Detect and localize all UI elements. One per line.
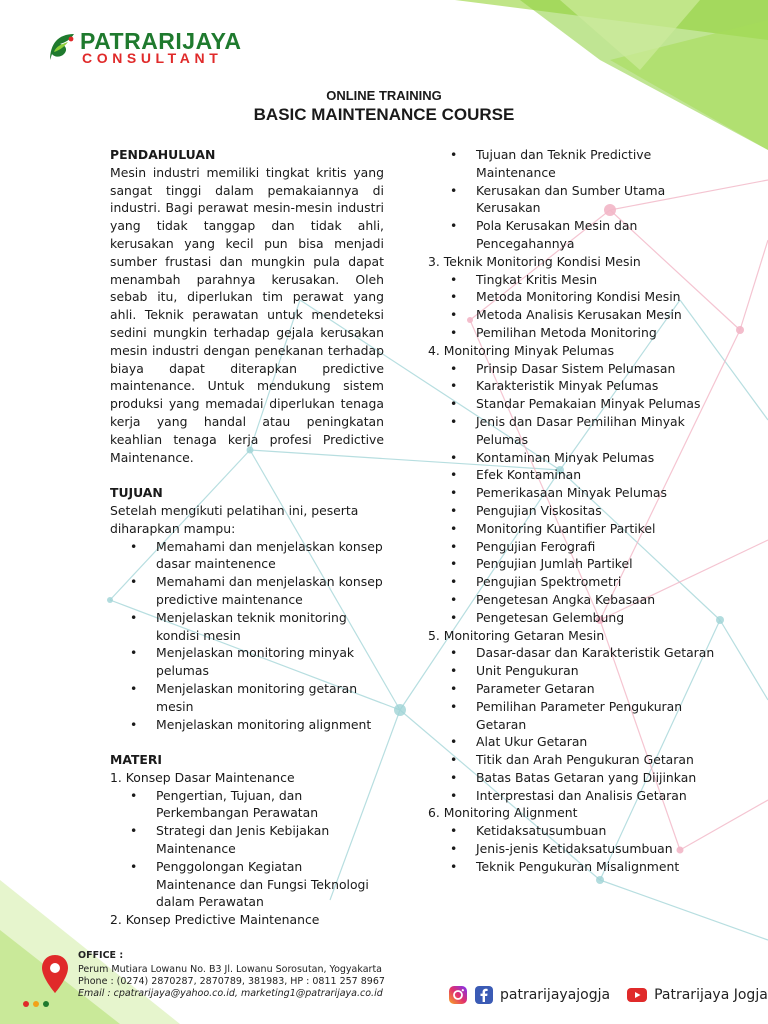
list-item: • Kontaminan Minyak Pelumas <box>428 449 718 467</box>
section-heading-intro: PENDAHULUAN <box>110 147 216 162</box>
module-heading-5: 5. Monitoring Getaran Mesin <box>428 627 605 643</box>
instagram-icon[interactable] <box>448 985 468 1005</box>
module-heading-3: 3. Teknik Monitoring Kondisi Mesin <box>428 253 641 269</box>
list-item: • Strategi dan Jenis Kebijakan Maintenance <box>110 822 384 858</box>
goals-intro: Setelah mengikuti pelatihan ini, peserta diharapkan mampu: <box>110 502 359 536</box>
section-heading-goals: TUJUAN <box>110 485 163 501</box>
list-item: • Pengetesan Gelembung <box>428 609 718 627</box>
youtube-icon[interactable] <box>626 987 648 1003</box>
list-item: • Pola Kerusakan Mesin dan Pencegahannya <box>428 217 718 253</box>
right-column <box>428 146 718 876</box>
list-item: • Monitoring Kuantifier Partikel <box>428 520 718 538</box>
list-item: • Pengertian, Tujuan, dan Perkembangan Perawatan <box>110 787 384 823</box>
list-item: • Penggolongan Kegiatan Maintenance dan Fungsi Teknologi dalam Perawatan <box>110 858 384 911</box>
list-item: • Pengujian Jumlah Partikel <box>428 555 718 573</box>
list-item: • Kerusakan dan Sumber Utama Kerusakan <box>428 182 718 218</box>
list-item: • Titik dan Arah Pengukuran Getaran <box>428 751 718 769</box>
module-4-list <box>428 360 718 627</box>
list-item: • Prinsip Dasar Sistem Pelumasan <box>428 360 718 378</box>
list-item: • Pengujian Ferografi <box>428 538 718 556</box>
left-column <box>110 146 384 929</box>
list-item: • Tingkat Kritis Mesin <box>428 271 718 289</box>
footer <box>0 944 768 1024</box>
list-item: • Menjelaskan monitoring alignment <box>110 716 384 734</box>
list-item: • Memahami dan menjelaskan konsep predictive maintenance <box>110 573 384 609</box>
list-item: • Memahami dan menjelaskan konsep dasar maintenence <box>110 538 384 574</box>
social-links <box>448 984 768 1006</box>
list-item: • Teknik Pengukuran Misalignment <box>428 858 718 876</box>
list-item: • Menjelaskan monitoring getaran mesin <box>110 680 384 716</box>
module-6-list <box>428 822 718 875</box>
list-item: • Pengujian Spektrometri <box>428 573 718 591</box>
list-item: • Efek Kontaminan <box>428 466 718 484</box>
facebook-icon[interactable] <box>474 985 494 1005</box>
list-item: • Parameter Getaran <box>428 680 718 698</box>
module-5-list <box>428 644 718 804</box>
decorative-dots <box>22 1000 52 1008</box>
page-title: BASIC MAINTENANCE COURSE <box>253 105 515 124</box>
list-item: • Interprestasi dan Analisis Getaran <box>428 787 718 805</box>
list-item: • Alat Ukur Getaran <box>428 733 718 751</box>
list-item: • Pemilihan Parameter Pengukuran Getaran <box>428 698 718 734</box>
list-item: • Metoda Analisis Kerusakan Mesin <box>428 306 718 324</box>
module-heading-6: 6. Monitoring Alignment <box>428 805 578 821</box>
logo-subtitle: CONSULTANT <box>82 50 223 66</box>
intro-paragraph: Mesin industri memiliki tingkat kritis yang sangat tinggi dalam pemakaiannya di industri. Bagi perawat mesin-mesin industri yang tidak tanggap dan tidak ahli, kerusakan yang kecil pun bisa menjadi sumber frustasi dan mungkin pula dapat menambah parahnya kerusakan. Oleh sebab itu, diperlukan tim perawat yang ahli. Teknik perawatan untuk mendeteksi sedini mungkin terhadap gejala kerusakan mesin industri dengan penekanan terhadap biaya dapat diterapkan predictive maintenance. Untuk mendukung sistem produksi yang memadai diperlukan tenaga kerja yang handal atau peningkatan keahlian tenaga kerja profesi Predictive Maintenance. <box>110 164 384 465</box>
list-item: • Tujuan dan Teknik Predictive Maintenance <box>428 146 718 182</box>
list-item: • Dasar-dasar dan Karakteristik Getaran <box>428 644 718 662</box>
logo-mark-icon <box>44 30 78 64</box>
office-email: Email : cpatrarijaya@yahoo.co.id, marketing1@patrarijaya.co.id <box>78 988 383 999</box>
list-item: • Jenis dan Dasar Pemilihan Minyak Pelumas <box>428 413 718 449</box>
company-logo <box>44 28 254 70</box>
list-item: • Jenis-jenis Ketidaksatusumbuan <box>428 840 718 858</box>
list-item: • Pemerikasaan Minyak Pelumas <box>428 484 718 502</box>
module-2-list <box>428 146 718 253</box>
list-item: • Unit Pengukuran <box>428 662 718 680</box>
list-item: • Batas Batas Getaran yang Diijinkan <box>428 769 718 787</box>
office-address: Perum Mutiara Lowanu No. B3 Jl. Lowanu Sorosutan, Yogyakarta <box>78 964 382 975</box>
list-item: • Karakteristik Minyak Pelumas <box>428 377 718 395</box>
office-heading: OFFICE : <box>78 950 124 961</box>
location-pin-icon <box>40 954 70 994</box>
list-item: • Standar Pemakaian Minyak Pelumas <box>428 395 718 413</box>
module-heading-1: 1. Konsep Dasar Maintenance <box>110 769 295 785</box>
youtube-channel[interactable]: Patrarijaya Jogja <box>654 987 768 1003</box>
module-3-list <box>428 271 718 342</box>
list-item: • Pengetesan Angka Kebasaan <box>428 591 718 609</box>
list-item: • Pemilihan Metoda Monitoring <box>428 324 718 342</box>
list-item: • Metoda Monitoring Kondisi Mesin <box>428 288 718 306</box>
section-heading-materials: MATERI <box>110 752 163 768</box>
social-handle[interactable]: patrarijayajogja <box>500 987 611 1003</box>
list-item: • Ketidaksatusumbuan <box>428 822 718 840</box>
office-phone: Phone : (0274) 2870287, 2870789, 381983, HP : 0811 257 8967 <box>78 976 385 987</box>
module-1-list <box>110 787 384 912</box>
module-heading-2: 2. Konsep Predictive Maintenance <box>110 912 320 928</box>
module-heading-4: 4. Monitoring Minyak Pelumas <box>428 342 615 358</box>
logo-name: PATRARIJAYA <box>80 28 242 54</box>
list-item: • Pengujian Viskositas <box>428 502 718 520</box>
list-item: • Menjelaskan monitoring minyak pelumas <box>110 644 384 680</box>
page-kicker: ONLINE TRAINING <box>326 88 442 103</box>
goals-list <box>110 538 384 734</box>
list-item: • Menjelaskan teknik monitoring kondisi mesin <box>110 609 384 645</box>
